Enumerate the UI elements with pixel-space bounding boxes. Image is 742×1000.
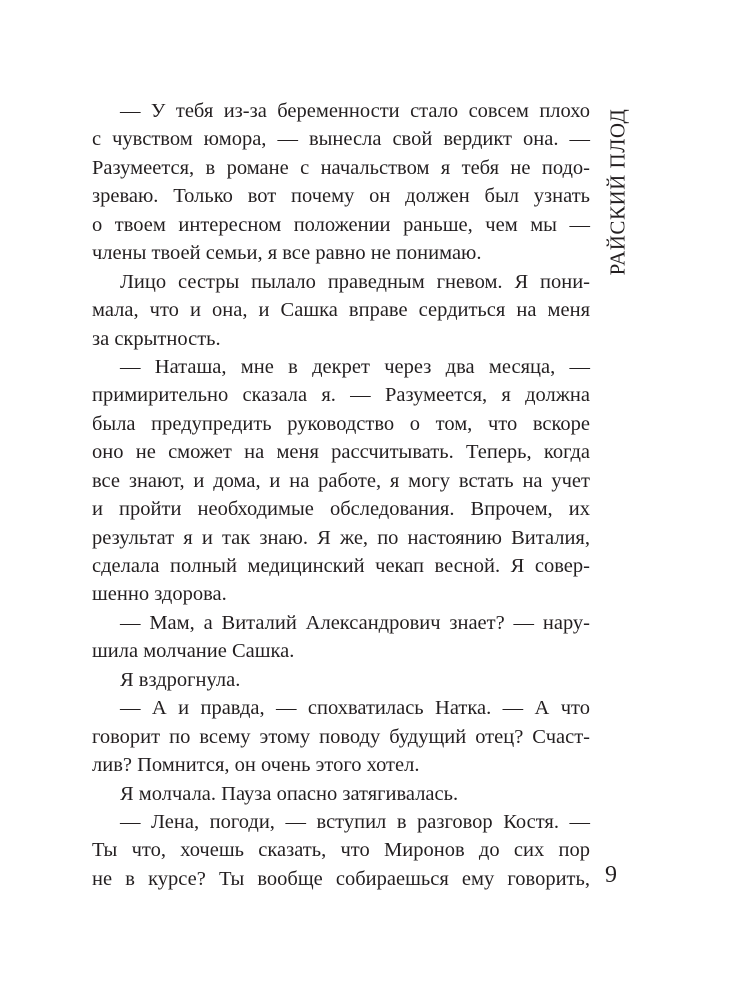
text-line: Я молчала. Пауза опасно затягивалась. <box>120 782 459 805</box>
text-line: оно не сможет на меня рассчитывать. Теперь, когда <box>92 441 590 464</box>
text-line: мала, что и она, и Сашка вправе сердиться на меня <box>92 299 590 322</box>
text-line: шенно здорова. <box>92 583 227 606</box>
text-line: говорит по всему этому поводу будущий отец? Счаст- <box>92 725 590 748</box>
text-line: не в курсе? Ты вообще собираешься ему говорить, <box>92 867 590 890</box>
text-line: Разумеется, в романе с начальством я тебя не подо- <box>92 156 590 179</box>
text-line: — У тебя из-за беременности стало совсем плохо <box>120 100 590 122</box>
text-line: — Мам, а Виталий Александрович знает? — нару- <box>120 611 590 634</box>
text-line: Лицо сестры пылало праведным гневом. Я пони- <box>120 270 590 293</box>
text-line: Ты что, хочешь сказать, что Миронов до сих пор <box>92 839 590 862</box>
text-line: примирительно сказала я. — Разумеется, я должна <box>92 384 590 407</box>
text-line: шила молчание Сашка. <box>92 640 295 663</box>
text-line: члены твоей семьи, я все равно не понимаю. <box>92 242 482 265</box>
running-head: РАЙСКИЙ ПЛОД <box>605 108 630 276</box>
text-line: результат я и так знаю. Я же, по настоянию Виталия, <box>92 526 590 549</box>
text-line: Я вздрогнула. <box>120 668 241 691</box>
text-line: сделала полный медицинский чекап весной. Я совер- <box>92 555 590 577</box>
text-line: была предупредить руководство о том, что вскоре <box>92 412 590 435</box>
text-line: — Лена, погоди, — вступил в разговор Костя. — <box>120 810 590 833</box>
text-line: — Наташа, мне в декрет через два месяца, — <box>120 355 590 378</box>
body-text <box>92 97 590 893</box>
text-line: с чувством юмора, — вынесла свой вердикт она. — <box>92 128 590 151</box>
text-line: зреваю. Только вот почему он должен был узнать <box>92 185 590 208</box>
page-number: 9 <box>605 862 617 888</box>
text-line: лив? Помнится, он очень этого хотел. <box>92 754 420 777</box>
text-line: о твоем интересном положении раньше, чем мы — <box>92 213 590 236</box>
text-line: все знают, и дома, и на работе, я могу встать на учет <box>92 469 590 492</box>
text-line: за скрытность. <box>92 327 221 350</box>
text-line: и пройти необходимые обследования. Впрочем, их <box>92 498 590 521</box>
text-line: — А и правда, — спохватилась Натка. — А что <box>120 697 590 720</box>
